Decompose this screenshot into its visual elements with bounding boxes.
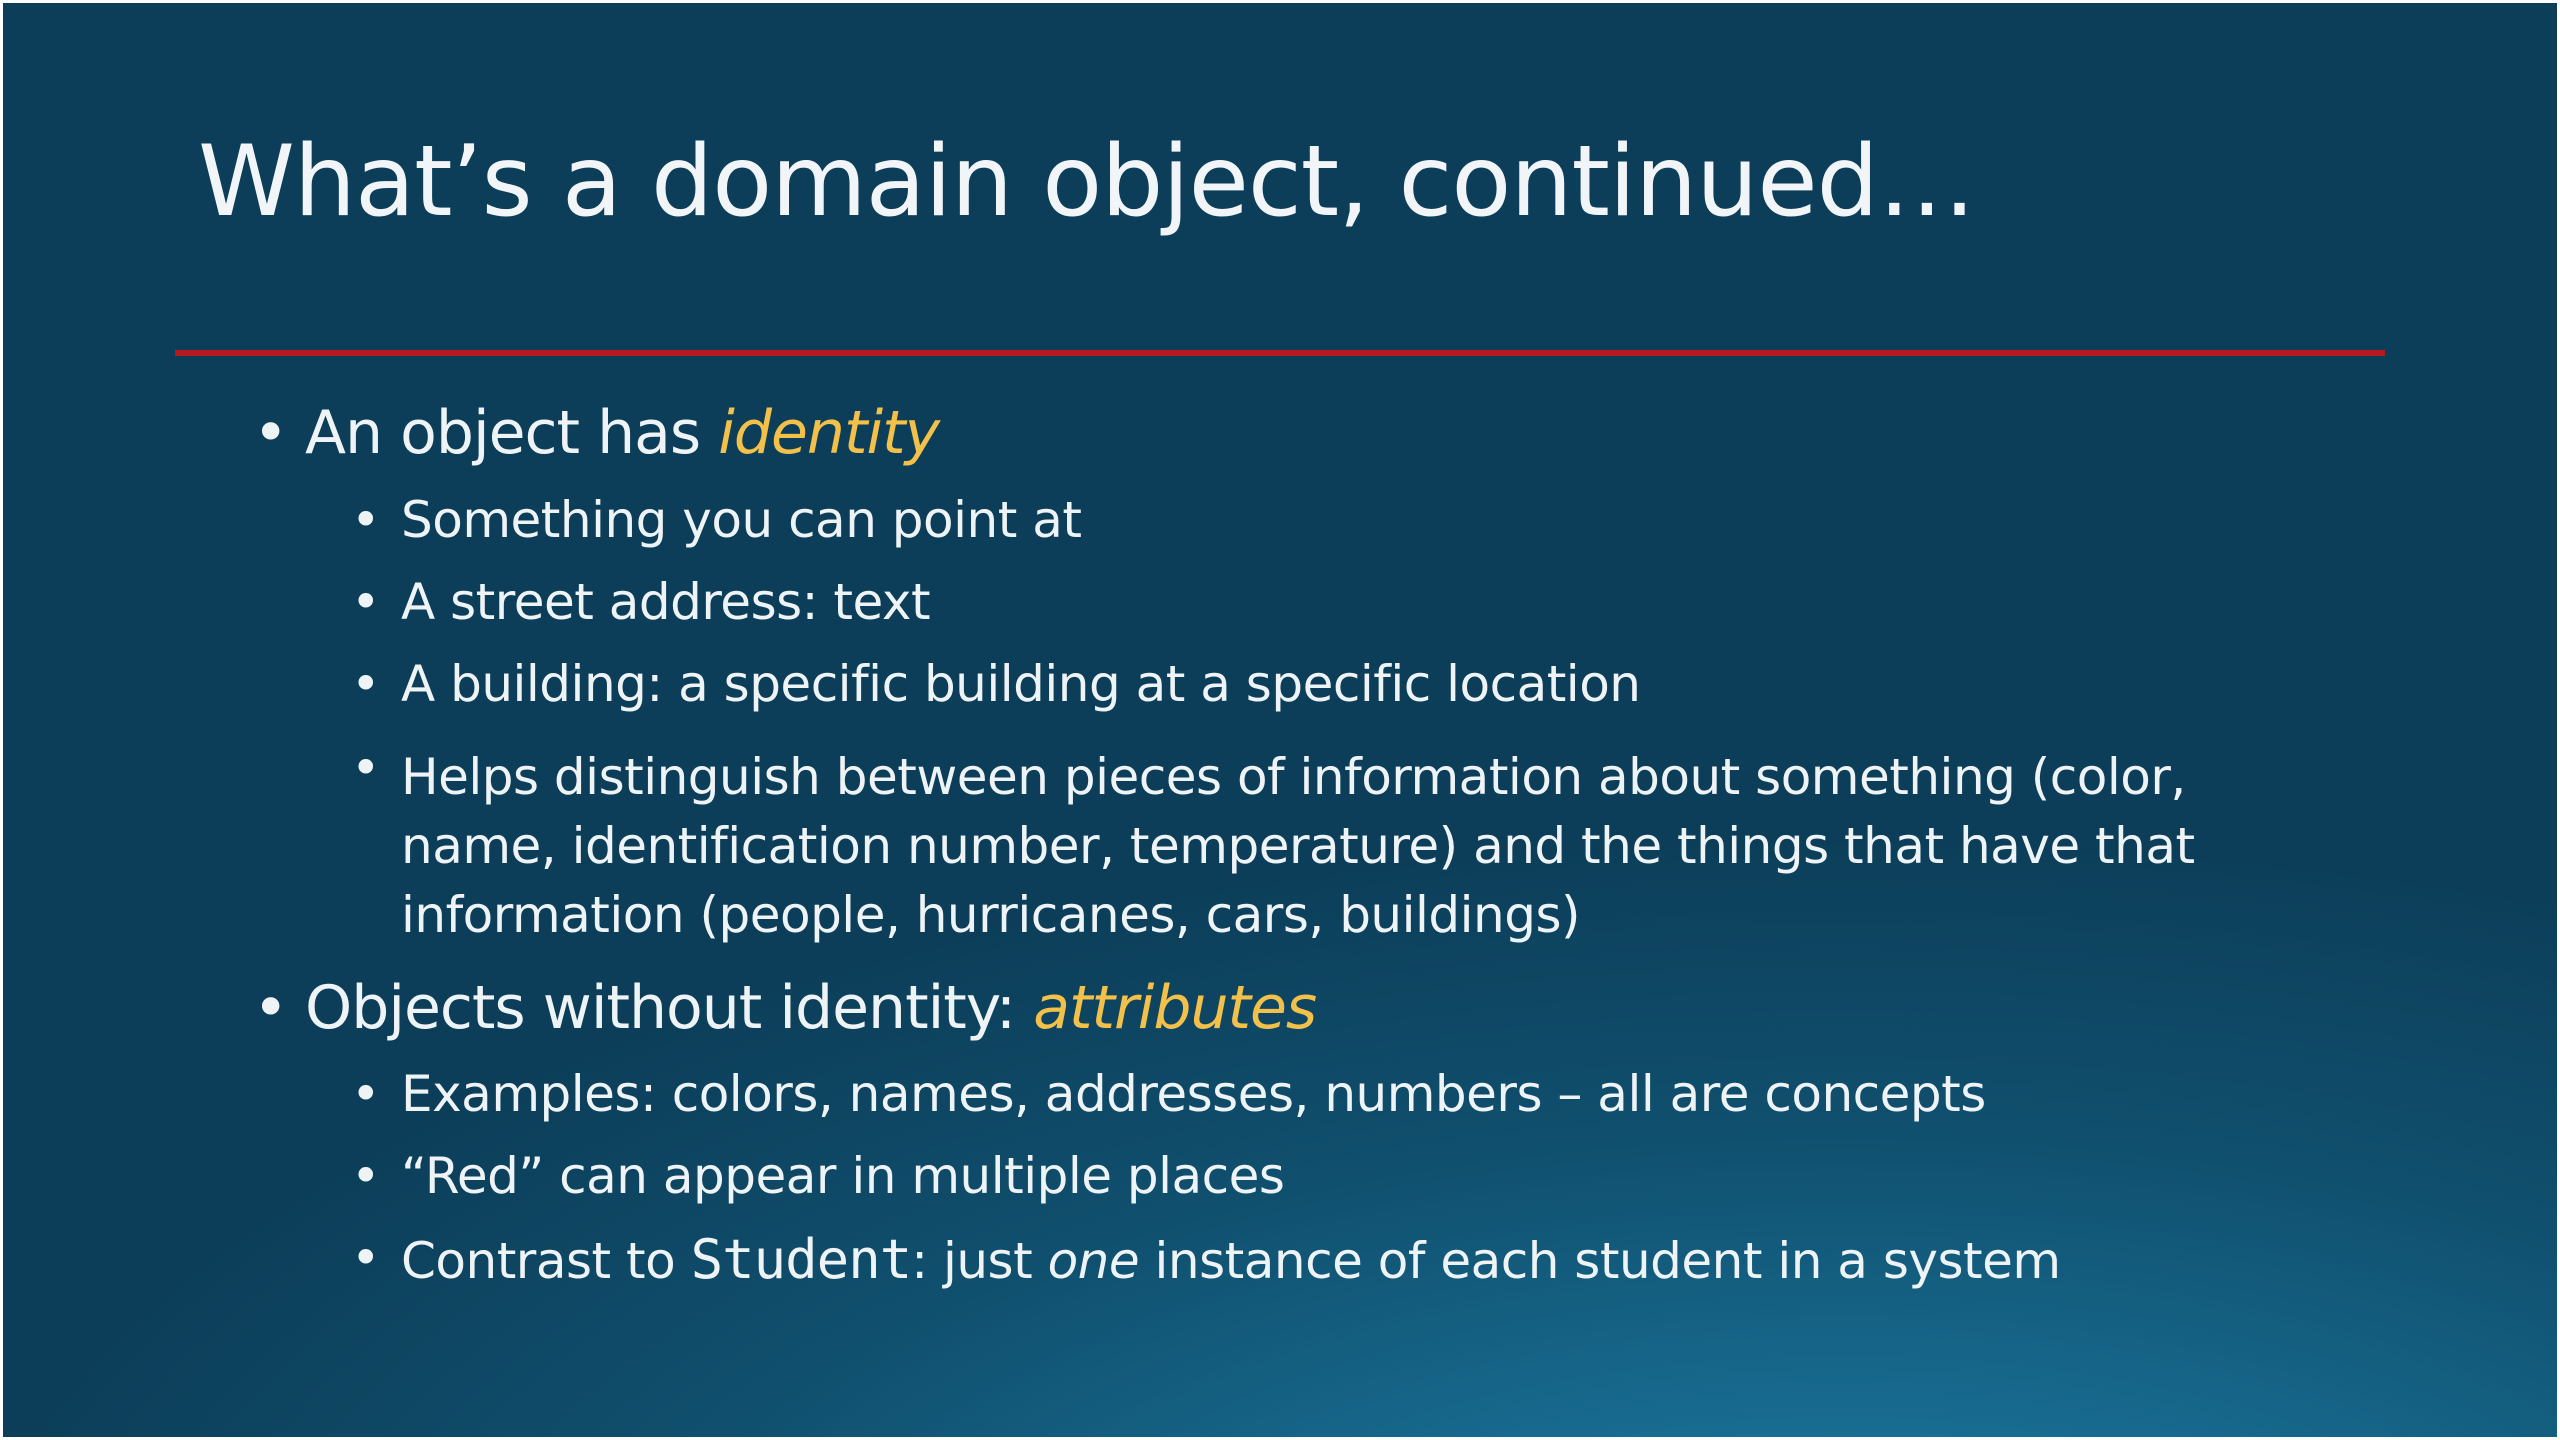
text-line: information (people, hurricanes, cars, buildings) <box>401 886 1581 944</box>
highlight-identity: identity <box>718 398 940 468</box>
bullet-dot: • <box>351 1147 380 1205</box>
sub-bullet-text <box>401 1228 2061 1291</box>
text-line: Helps distinguish between pieces of information about something (color, <box>401 748 2186 806</box>
slide-content <box>3 3 2557 1437</box>
code-student: Student <box>690 1228 912 1291</box>
bullet-dot: • <box>253 973 288 1043</box>
bullet-dot: • <box>351 655 380 713</box>
sub-bullet-text: A street address: text <box>401 573 931 631</box>
text-line: name, identification number, temperature) and the things that have that <box>401 817 2195 875</box>
contrast-after: instance of each student in a system <box>1139 1232 2061 1290</box>
bullet-dot: • <box>351 739 380 797</box>
sub-bullet-text: Something you can point at <box>401 491 1082 549</box>
slide <box>3 3 2557 1437</box>
bullet-dot: • <box>351 573 380 631</box>
contrast-before: Contrast to <box>401 1232 691 1290</box>
sub-bullet-text: Examples: colors, names, addresses, numbers – all are concepts <box>401 1065 1986 1123</box>
slide-title: What’s a domain object, continued… <box>198 125 1975 239</box>
bullet-prefix: An object has <box>305 398 719 468</box>
sub-bullet-text: “Red” can appear in multiple places <box>401 1147 1285 1205</box>
contrast-middle: : just <box>911 1232 1048 1290</box>
sub-bullet-text: A building: a specific building at a specific location <box>401 655 1641 713</box>
emphasis-one: one <box>1047 1232 1140 1290</box>
bullet-text <box>305 398 940 468</box>
bullet-dot: • <box>351 1065 380 1123</box>
bullet-dot: • <box>253 398 288 468</box>
bullet-dot: • <box>351 1229 380 1287</box>
bullet-text <box>305 973 1317 1043</box>
bullet-prefix: Objects without identity: <box>305 973 1034 1043</box>
sub-bullet-text <box>401 743 2195 950</box>
bullet-dot: • <box>351 491 380 549</box>
highlight-attributes: attributes <box>1033 973 1317 1043</box>
